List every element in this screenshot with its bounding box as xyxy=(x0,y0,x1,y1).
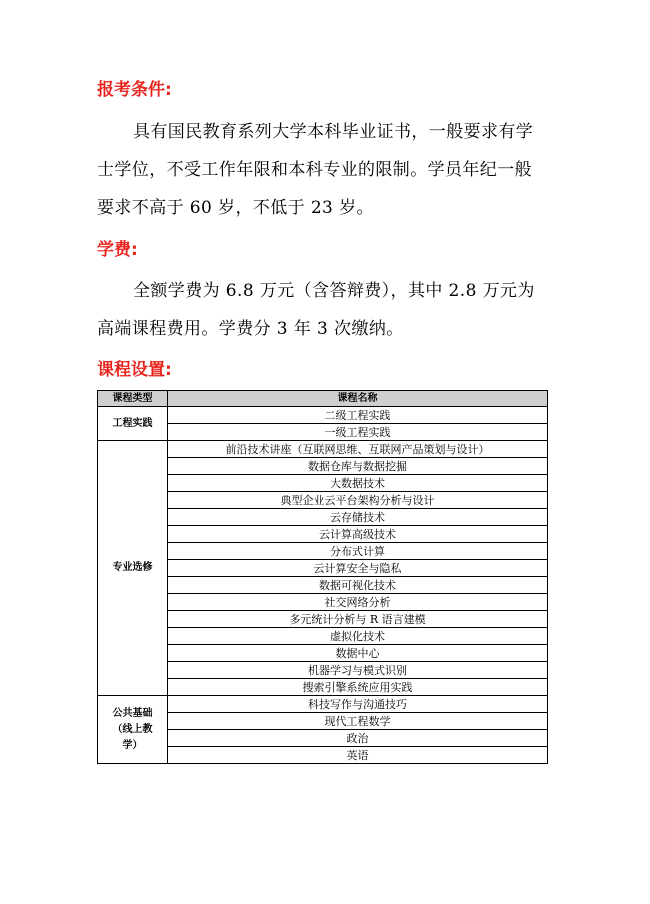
course-table xyxy=(97,390,548,764)
table-row xyxy=(98,407,548,424)
course-name-cell: 数据可视化技术 xyxy=(168,577,548,594)
tuition-heading: 学费: xyxy=(97,240,138,260)
course-name-cell: 数据中心 xyxy=(168,645,548,662)
course-name-cell: 数据仓库与数据挖掘 xyxy=(168,458,548,475)
course-name-cell: 大数据技术 xyxy=(168,475,548,492)
course-type-label: 公共基础（线上教学） xyxy=(112,707,153,751)
course-name-cell: 多元统计分析与 R 语言建模 xyxy=(168,611,548,628)
requirements-text: 具有国民教育系列大学本科毕业证书，一般要求有学士学位，不受工作年限和本科专业的限制。学员年纪一般要求不高于 60 岁，不低于 23 岁。 xyxy=(97,122,534,218)
course-name-cell: 政治 xyxy=(168,730,548,747)
course-type-cell xyxy=(98,696,168,764)
course-type-label: 专业选修 xyxy=(112,562,153,573)
course-type-cell xyxy=(98,407,168,441)
course-name-cell: 现代工程数学 xyxy=(168,713,548,730)
course-name-cell: 二级工程实践 xyxy=(168,407,548,424)
course-name-cell: 社交网络分析 xyxy=(168,594,548,611)
header-course-name: 课程名称 xyxy=(168,391,548,407)
course-name-cell: 分布式计算 xyxy=(168,543,548,560)
course-table-body xyxy=(98,407,548,764)
course-name-cell: 搜索引擎系统应用实践 xyxy=(168,679,548,696)
table-row xyxy=(98,441,548,458)
course-name-cell: 机器学习与模式识别 xyxy=(168,662,548,679)
tuition-text: 全额学费为 6.8 万元（含答辩费），其中 2.8 万元为高端课程费用。学费分 3 年 3 次缴纳。 xyxy=(97,281,535,339)
course-name-cell: 前沿技术讲座（互联网思维、互联网产品策划与设计） xyxy=(168,441,548,458)
table-row xyxy=(98,696,548,713)
course-name-cell: 典型企业云平台架构分析与设计 xyxy=(168,492,548,509)
course-name-cell: 英语 xyxy=(168,747,548,764)
course-name-cell: 科技写作与沟通技巧 xyxy=(168,696,548,713)
table-header-row xyxy=(98,391,548,407)
courses-heading: 课程设置: xyxy=(97,360,172,380)
course-name-cell: 一级工程实践 xyxy=(168,424,548,441)
course-name-cell: 云存储技术 xyxy=(168,509,548,526)
course-name-cell: 云计算安全与隐私 xyxy=(168,560,548,577)
header-course-type: 课程类型 xyxy=(98,391,168,407)
course-name-cell: 云计算高级技术 xyxy=(168,526,548,543)
requirements-heading: 报考条件: xyxy=(97,80,172,100)
course-type-cell xyxy=(98,441,168,696)
course-name-cell: 虚拟化技术 xyxy=(168,628,548,645)
course-type-label: 工程实践 xyxy=(112,417,153,429)
